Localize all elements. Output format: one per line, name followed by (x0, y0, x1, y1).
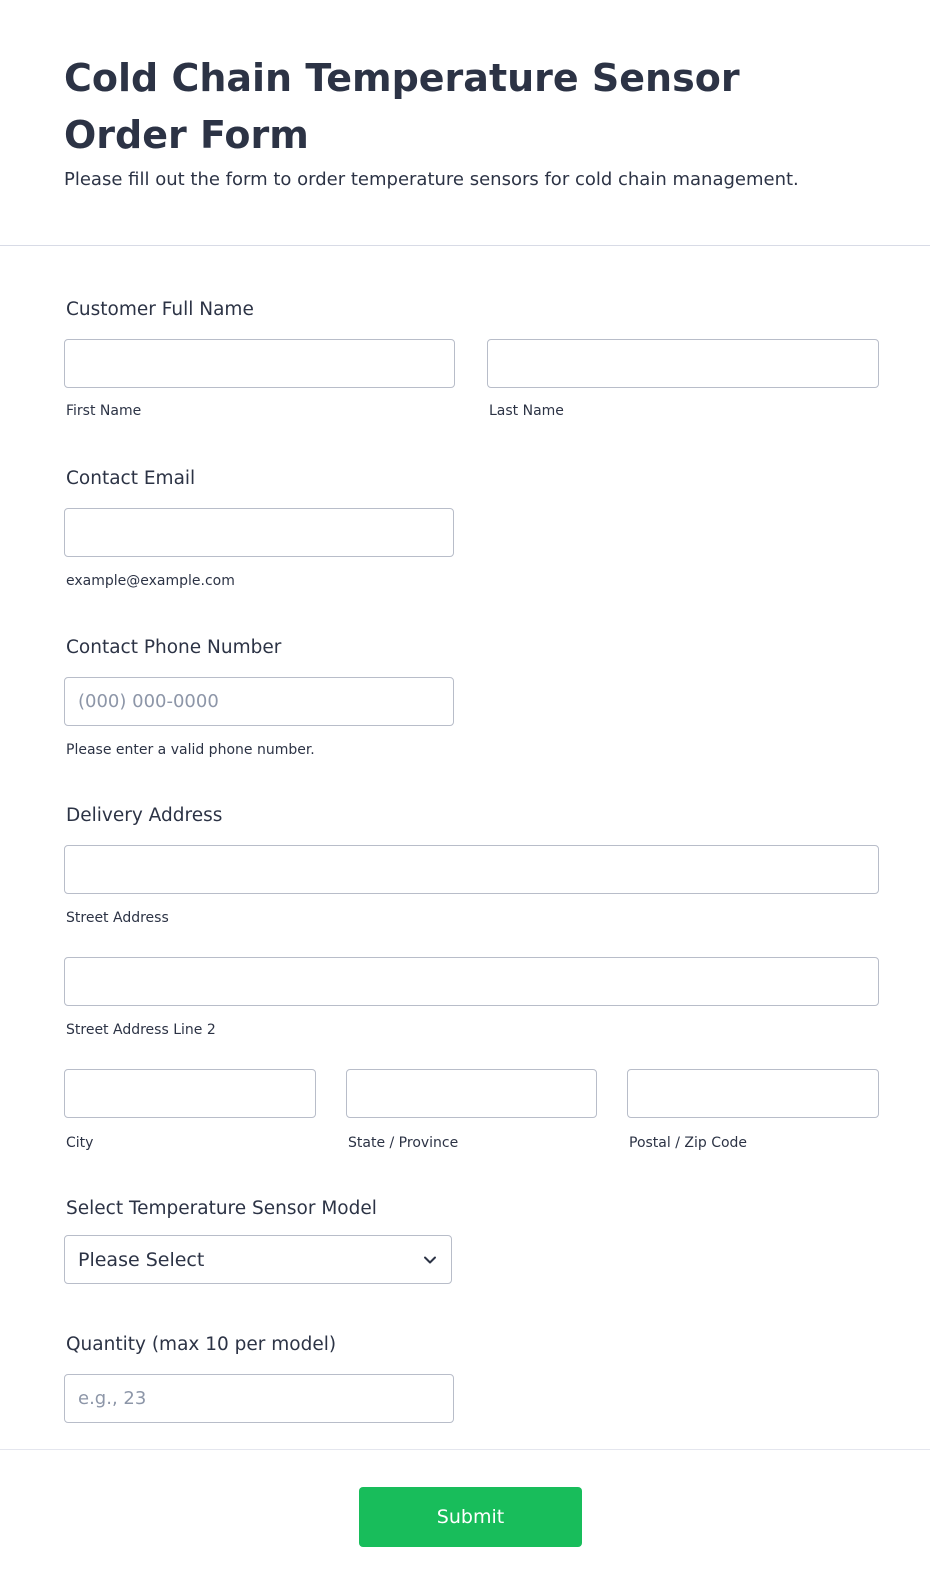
first-name-input[interactable] (64, 339, 455, 388)
phone-sublabel: Please enter a valid phone number. (66, 742, 315, 758)
submit-button[interactable]: Submit (359, 1487, 582, 1547)
sensor-model-select[interactable] (64, 1235, 452, 1284)
state-sublabel: State / Province (348, 1135, 459, 1151)
street-address-input[interactable] (64, 845, 879, 894)
phone-input[interactable] (64, 677, 454, 726)
customer-name-label: Customer Full Name (66, 299, 254, 320)
street-address-sublabel: Street Address (66, 910, 169, 926)
city-sublabel: City (66, 1135, 94, 1151)
postal-code-sublabel: Postal / Zip Code (629, 1135, 748, 1151)
quantity-label: Quantity (max 10 per model) (66, 1334, 337, 1355)
sensor-model-label: Select Temperature Sensor Model (66, 1198, 377, 1219)
email-input[interactable] (64, 508, 454, 557)
quantity-input[interactable] (64, 1374, 454, 1423)
postal-code-input[interactable] (627, 1069, 879, 1118)
email-label: Contact Email (66, 468, 196, 489)
state-input[interactable] (346, 1069, 597, 1118)
first-name-sublabel: First Name (66, 403, 142, 419)
phone-label: Contact Phone Number (66, 637, 282, 658)
form-subtitle: Please fill out the form to order temperature sensors for cold chain management. (64, 169, 799, 190)
address-label: Delivery Address (66, 805, 223, 826)
city-input[interactable] (64, 1069, 316, 1118)
street-address-line2-sublabel: Street Address Line 2 (66, 1022, 216, 1038)
email-sublabel: example@example.com (66, 573, 235, 589)
street-address-line2-input[interactable] (64, 957, 879, 1006)
footer-divider (0, 1449, 930, 1450)
sensor-model-selected-value: Please Select (78, 1248, 205, 1271)
last-name-sublabel: Last Name (489, 403, 564, 419)
chevron-down-icon (422, 1252, 438, 1268)
last-name-input[interactable] (487, 339, 879, 388)
form-title: Cold Chain Temperature Sensor Order Form (64, 56, 740, 157)
form-header (0, 0, 930, 246)
